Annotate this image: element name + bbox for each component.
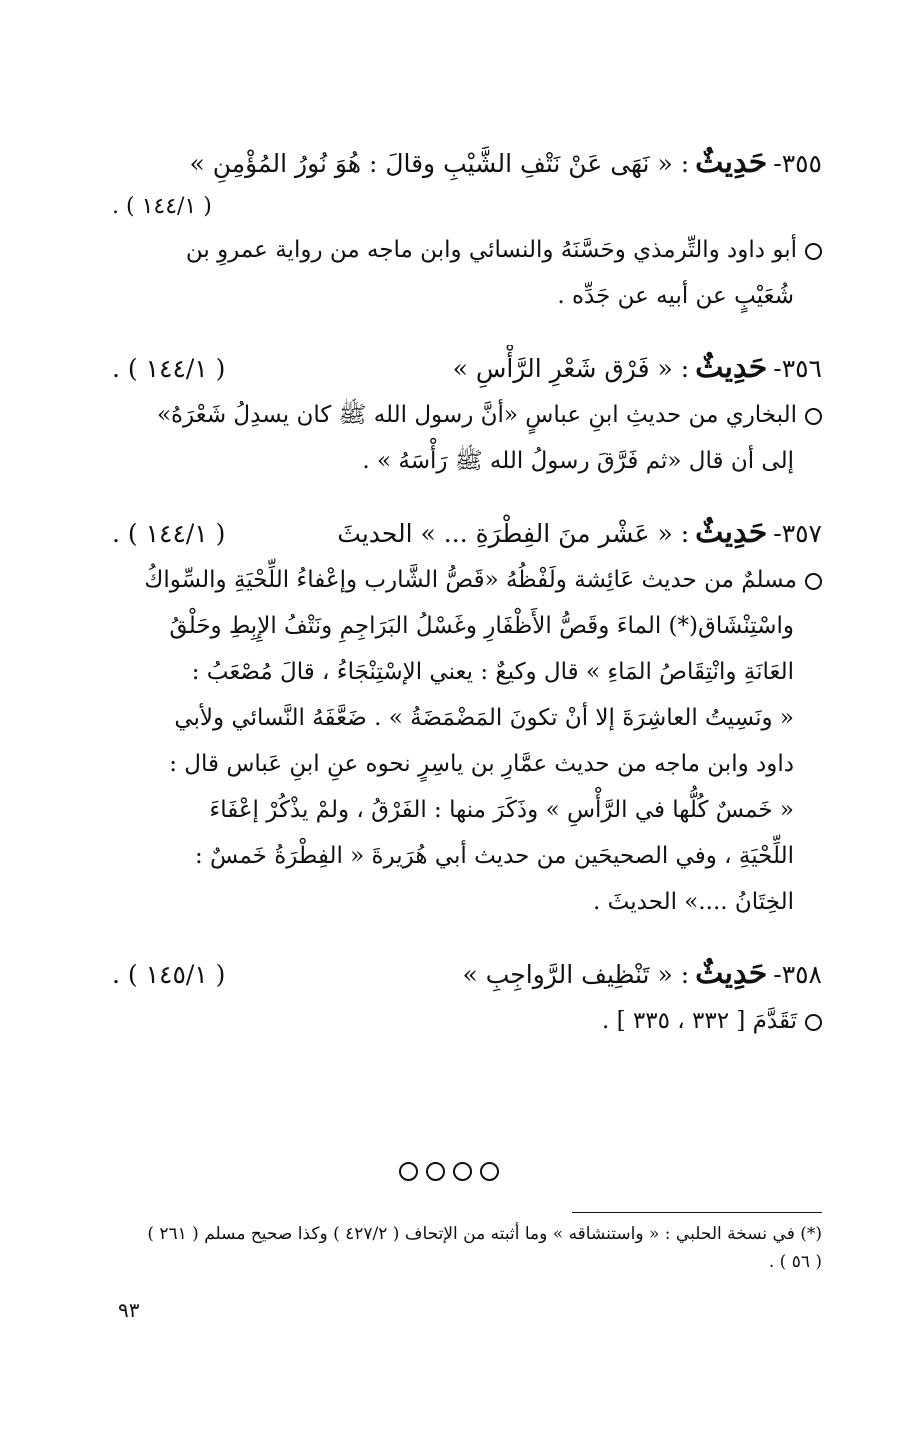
entry-commentary	[112, 998, 822, 1044]
footnote-divider	[572, 1212, 822, 1213]
entry-number: ٣٥٦-	[773, 354, 822, 383]
hadith-text: : « فَرْق شَعْرِ الرَّأْسِ »	[452, 354, 690, 383]
section-divider	[0, 1162, 897, 1181]
entry-commentary	[112, 557, 822, 925]
hadith-label: حَدِيثٌ	[695, 515, 768, 550]
hadith-entry-356	[112, 345, 822, 484]
entry-heading	[112, 510, 822, 557]
footnote-line: ( ٥٦ ) .	[768, 1252, 822, 1272]
commentary-line: أبو داود والتِّرمذي وحَسَّنَهُ والنسائي وابن ماجه من رواية عمروِ بن	[185, 237, 797, 263]
circle-bullet-icon	[805, 573, 822, 590]
hadith-label: حَدِيثٌ	[695, 145, 768, 180]
commentary-line: شُعَيْبٍ عن أبيه عن جَدِّه .	[557, 283, 794, 309]
hadith-text: : « تَنْظِيف الرَّواجِبِ »	[462, 960, 690, 989]
entry-commentary	[112, 227, 822, 319]
circle-bullet-icon	[805, 243, 822, 260]
footnote-line: (*) في نسخة الحلبي : « واستنشاقه » وما أثبته من الإتحاف ( ٤٢٧/٢ ) وكذا صحيح مسلم ( ٢٦١ )	[147, 1224, 822, 1244]
commentary-line: واسْتِنْشَاق(*) الماءَ وقَصُّ الأَظْفَارِ وغَسْلُ البَرَاجِمِ ونَتْفُ الإِبِطِ وحَلْقُ	[169, 613, 794, 639]
hadith-text: : « عَشْر منَ الفِطْرَةِ ... » الحديثَ	[337, 519, 690, 548]
hadith-label: حَدِيثٌ	[695, 956, 768, 991]
circle-ornament-icon	[453, 1162, 472, 1181]
hadith-entry-355	[112, 140, 822, 319]
commentary-line: داود وابن ماجه من حديث عمَّارِ بن ياسِرٍ نحوه عنِ ابنِ عَباس قال :	[169, 751, 794, 777]
commentary-line: مسلمٌ من حديث عَائِشة ولَفْظُهُ «قَصُّ الشَّارب وإعْفاءُ اللِّحْيَةِ والسِّواكُ	[144, 567, 797, 593]
circle-bullet-icon	[805, 408, 822, 425]
circle-ornament-icon	[399, 1162, 418, 1181]
circle-bullet-icon	[805, 1014, 822, 1031]
entry-number: ٣٥٨-	[773, 960, 822, 989]
page-content	[112, 140, 822, 1070]
circle-ornament-icon	[480, 1162, 499, 1181]
commentary-line: « خَمسٌ كُلُّها في الرَّأْسِ » وذَكَرَ منها : الفَرْقُ ، ولمْ يذْكُرْ إعْفَاءَ	[209, 797, 794, 823]
entry-commentary	[112, 392, 822, 484]
circle-ornament-icon	[426, 1162, 445, 1181]
commentary-line: العَانَةِ وانْتِقَاصُ المَاءِ » قال وكيعٌ : يعني الإسْتِنْجَاءُ ، قالَ مُصْعَبُ :	[191, 659, 794, 685]
entry-heading	[112, 345, 822, 392]
entry-reference: ( ١٤٤/١ ) .	[112, 519, 226, 548]
commentary-line: اللِّحْيَةِ ، وفي الصحيحَين من حديث أبي هُرَيرةَ « الفِطْرَةُ خَمسٌ :	[195, 843, 794, 869]
entry-heading	[112, 140, 822, 187]
entry-number: ٣٥٧-	[773, 519, 822, 548]
hadith-text: : « نَهَى عَنْ نَتْفِ الشَّيْبِ وقالَ : هُوَ نُورُ المُؤْمِنِ »	[189, 149, 690, 178]
hadith-label: حَدِيثٌ	[695, 350, 768, 385]
entry-reference: ( ١٤٤/١ ) .	[112, 194, 212, 219]
hadith-entry-358	[112, 951, 822, 1044]
footnote	[112, 1220, 822, 1276]
page-number: ٩٣	[118, 1298, 140, 1322]
entry-reference: ( ١٤٤/١ ) .	[112, 354, 226, 383]
hadith-entry-357	[112, 510, 822, 925]
commentary-line: البخاري من حديثِ ابنِ عباسٍ «أنَّ رسول الله ﷺ كان يسدِلُ شَعْرَهُ»	[156, 402, 797, 428]
entry-reference: ( ١٤٥/١ ) .	[112, 960, 226, 989]
commentary-line: الخِتَانُ ....» الحديثَ .	[593, 889, 794, 915]
commentary-line: تَقَدَّمَ [ ٣٣٢ ، ٣٣٥ ] .	[601, 1008, 797, 1034]
commentary-line: « ونَسِيتُ العاشِرَةَ إلا أنْ تكونَ المَضْمَضَةُ » . ضَعَّفَهُ النَّسائي ولأبي	[174, 705, 794, 731]
entry-heading	[112, 951, 822, 998]
commentary-line: إلى أن قال «ثم فَرَّقَ رسولُ الله ﷺ رَأْسَهُ » .	[362, 448, 794, 474]
entry-number: ٣٥٥-	[773, 149, 822, 178]
